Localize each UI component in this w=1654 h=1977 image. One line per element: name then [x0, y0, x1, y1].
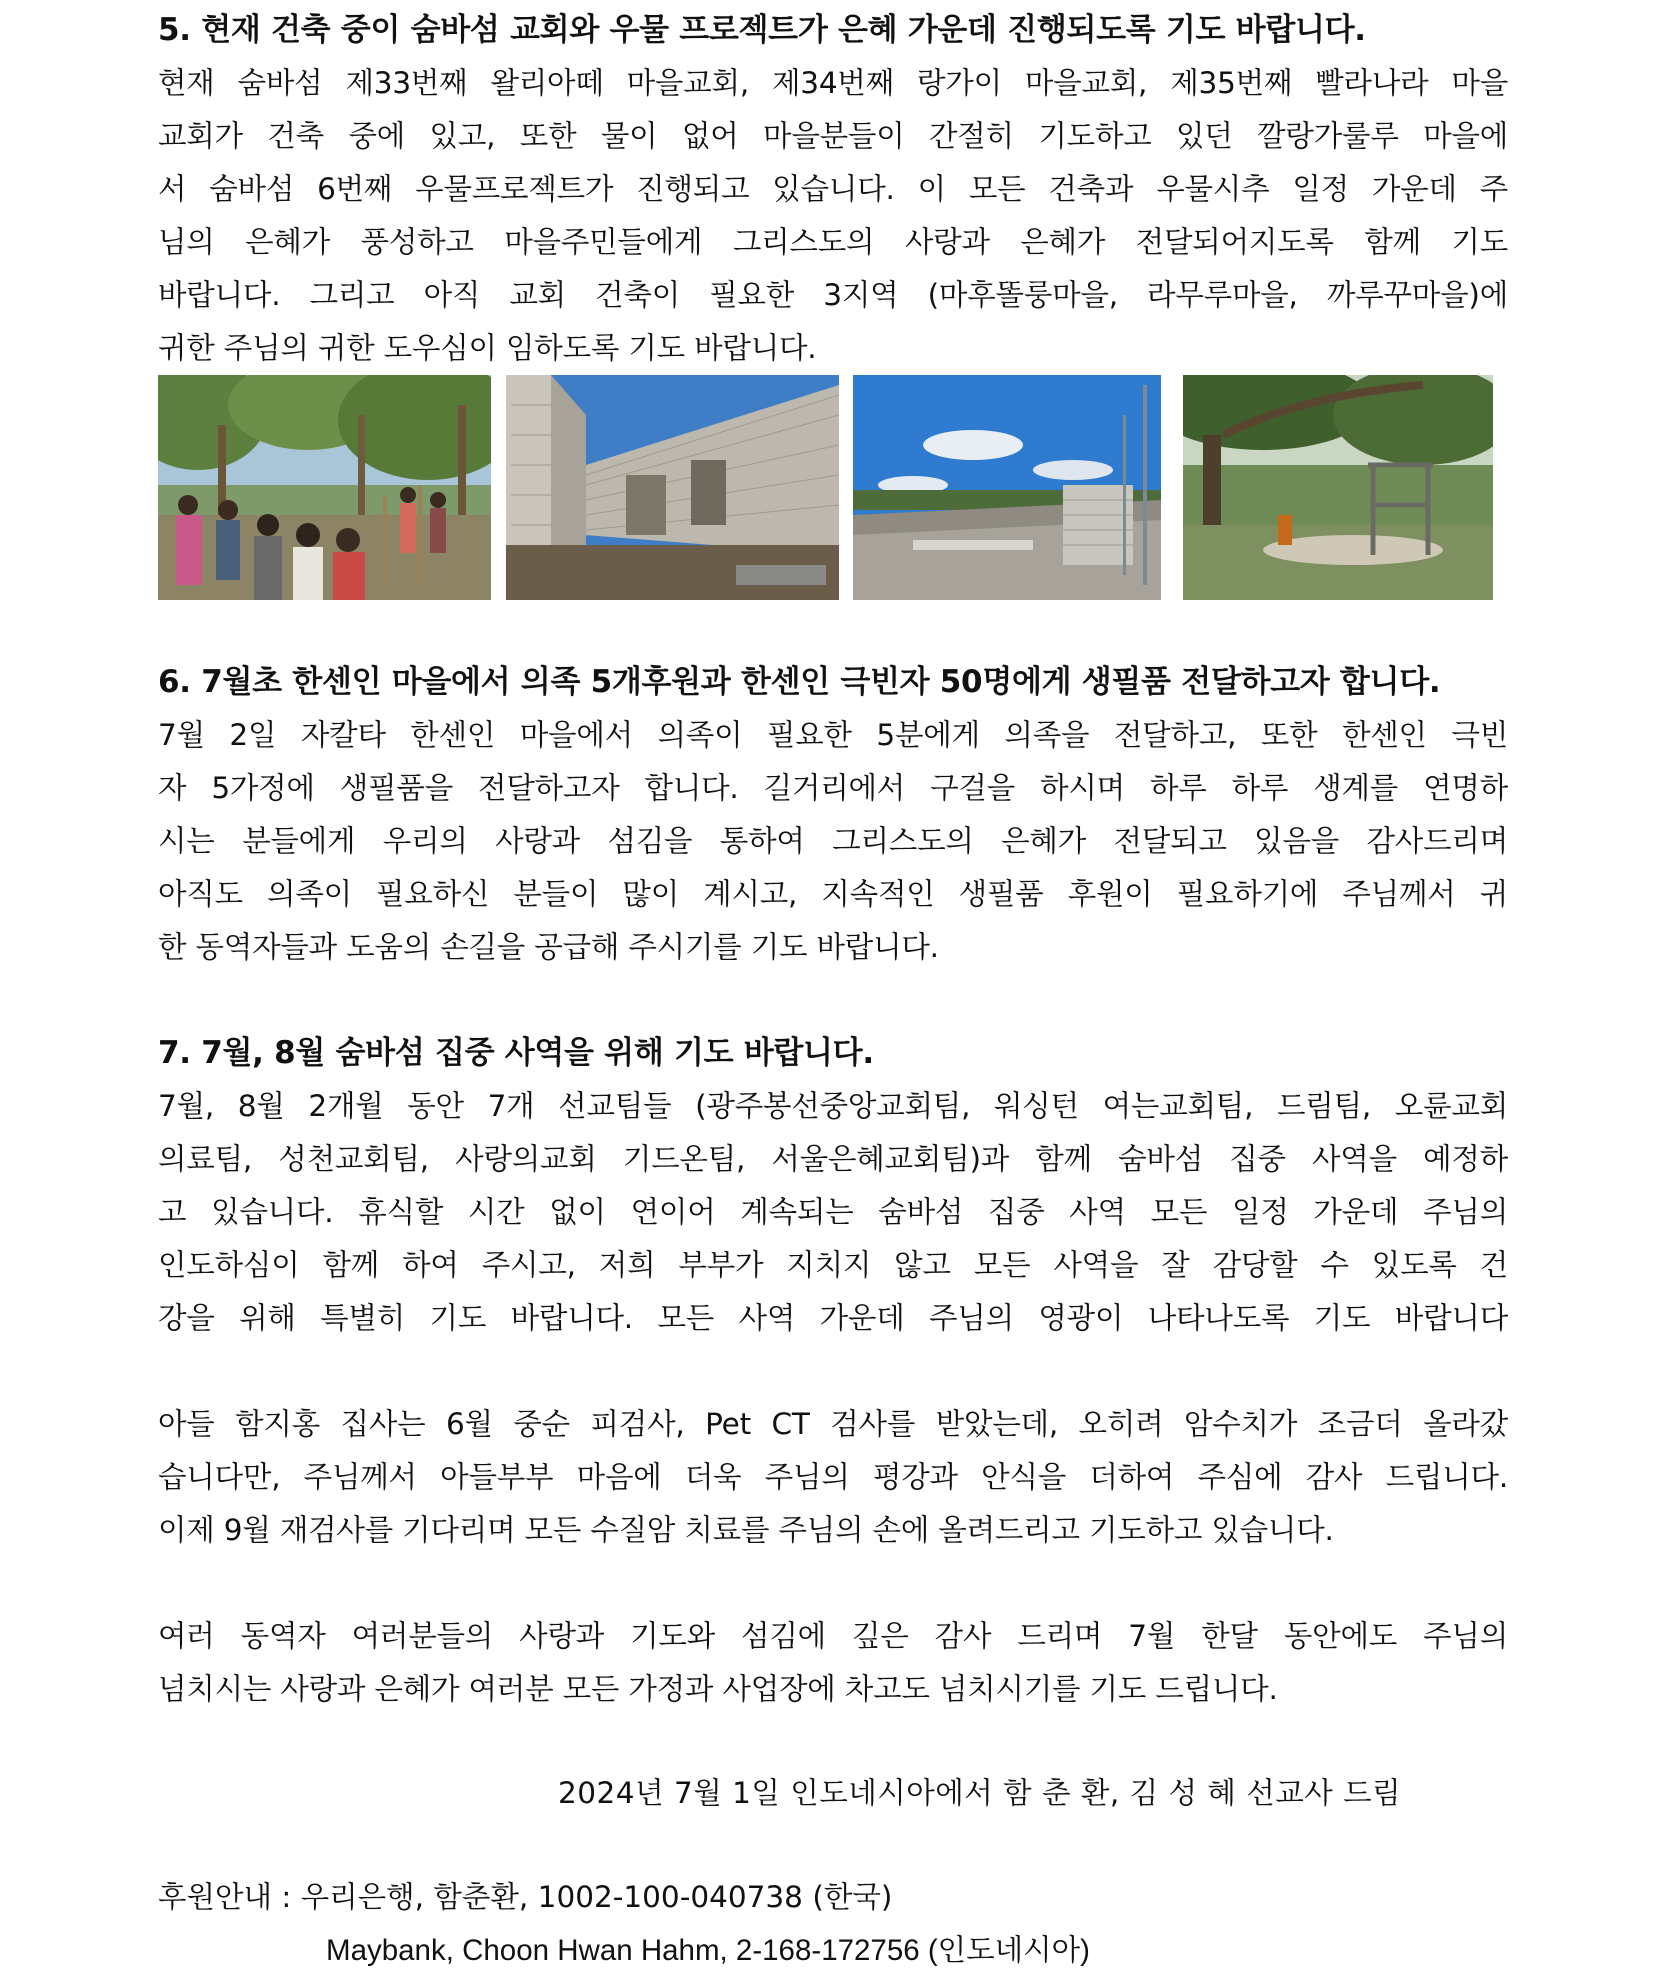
son-health-line: 아들 함지홍 집사는 6월 중순 피검사, Pet CT 검사를 받았는데, 오히려 암수치가 조금더 올라갔: [158, 1407, 1508, 1441]
section-6-line: 자 5가정에 생필품을 전달하고자 합니다. 길거리에서 구걸을 하시며 하루 하루 생계를 연명하: [158, 771, 1508, 805]
section-5-line: 귀한 주님의 귀한 도우심이 임하도록 기도 바랍니다.: [158, 331, 817, 365]
photo-strip: [158, 375, 1498, 600]
closing-thanks-line: 넘치시는 사랑과 은혜가 여러분 모든 가정과 사업장에 차고도 넘치시기를 기도 드립니다.: [158, 1672, 1278, 1706]
section-6-body: [158, 709, 1508, 974]
section-6-heading: 6. 7월초 한센인 마을에서 의족 5개후원과 한센인 극빈자 50명에게 생필품 전달하고자 합니다.: [158, 664, 1441, 700]
church-foundation-photo: [853, 375, 1161, 600]
well-drilling-frame-photo: [1183, 375, 1493, 600]
section-6: [158, 656, 1508, 974]
section-5-heading: 5. 현재 건축 중이 숨바섬 교회와 우물 프로젝트가 은혜 가운데 진행되도록 기도 바랍니다.: [158, 12, 1366, 48]
section-5-line: 교회가 건축 중에 있고, 또한 물이 없어 마을분들이 간절히 기도하고 있던 깔랑가룰루 마을에: [158, 119, 1508, 153]
closing-thanks-line: 여러 동역자 여러분들의 사랑과 기도와 섬김에 깊은 감사 드리며 7월 한달 동안에도 주님의: [158, 1619, 1508, 1653]
support-info-indonesia: Maybank, Choon Hwan Hahm, 2-168-172756 (인도네시아): [326, 1934, 1090, 1967]
son-health-body: [158, 1398, 1508, 1557]
signature-line: 2024년 7월 1일 인도네시아에서 함 춘 환, 김 성 혜 선교사 드림: [558, 1776, 1402, 1810]
son-health-update: [158, 1398, 1508, 1557]
section-5-line: 서 숨바섬 6번째 우물프로젝트가 진행되고 있습니다. 이 모든 건축과 우물시추 일정 가운데 주: [158, 172, 1508, 206]
section-7-line: 의료팀, 성천교회팀, 사랑의교회 기드온팀, 서울은혜교회팀)과 함께 숨바섬 집중 사역을 예정하: [158, 1142, 1508, 1176]
section-7-line: 인도하심이 함께 하여 주시고, 저희 부부가 지치지 않고 모든 사역을 잘 감당할 수 있도록 건: [158, 1248, 1508, 1282]
support-info-korea: 후원안내 : 우리은행, 함춘환, 1002-100-040738 (한국): [158, 1880, 893, 1914]
section-7-body: [158, 1080, 1508, 1345]
section-5-body: [158, 57, 1508, 375]
closing-thanks: [158, 1610, 1508, 1716]
section-7-heading: 7. 7월, 8월 숨바섬 집중 사역을 위해 기도 바랍니다.: [158, 1035, 874, 1071]
section-6-line: 7월 2일 자칼타 한센인 마을에서 의족이 필요한 5분에게 의족을 전달하고, 또한 한센인 극빈: [158, 718, 1508, 752]
son-health-line: 이제 9월 재검사를 기다리며 모든 수질암 치료를 주님의 손에 올려드리고 기도하고 있습니다.: [158, 1513, 1334, 1547]
section-5: [158, 4, 1508, 375]
section-7-line: 강을 위해 특별히 기도 바랍니다. 모든 사역 가운데 주님의 영광이 나타나도록 기도 바랍니다: [158, 1301, 1508, 1335]
section-7-line: 7월, 8월 2개월 동안 7개 선교팀들 (광주봉선중앙교회팀, 워싱턴 여는교회팀, 드림팀, 오륜교회: [158, 1089, 1508, 1123]
closing-thanks-body: [158, 1610, 1508, 1716]
villagers-gathering-photo: [158, 375, 491, 600]
section-7: [158, 1027, 1508, 1345]
son-health-line: 습니다만, 주님께서 아들부부 마음에 더욱 주님의 평강과 안식을 더하여 주심에 감사 드립니다.: [158, 1460, 1508, 1494]
section-5-line: 바랍니다. 그리고 아직 교회 건축이 필요한 3지역 (마후똘룽마을, 라무루마을, 까루꾸마을)에: [158, 278, 1508, 312]
section-6-line: 한 동역자들과 도움의 손길을 공급해 주시기를 기도 바랍니다.: [158, 930, 939, 964]
section-5-line: 님의 은혜가 풍성하고 마을주민들에게 그리스도의 사랑과 은혜가 전달되어지도록 함께 기도: [158, 225, 1508, 259]
brick-wall-construction-photo: [506, 375, 839, 600]
section-6-line: 시는 분들에게 우리의 사랑과 섬김을 통하여 그리스도의 은혜가 전달되고 있음을 감사드리며: [158, 824, 1508, 858]
section-6-line: 아직도 의족이 필요하신 분들이 많이 계시고, 지속적인 생필품 후원이 필요하기에 주님께서 귀: [158, 877, 1508, 911]
section-7-line: 고 있습니다. 휴식할 시간 없이 연이어 계속되는 숨바섬 집중 사역 모든 일정 가운데 주님의: [158, 1195, 1508, 1229]
section-5-line: 현재 숨바섬 제33번째 왈리아떼 마을교회, 제34번째 랑가이 마을교회, 제35번째 빨라나라 마을: [158, 66, 1508, 100]
